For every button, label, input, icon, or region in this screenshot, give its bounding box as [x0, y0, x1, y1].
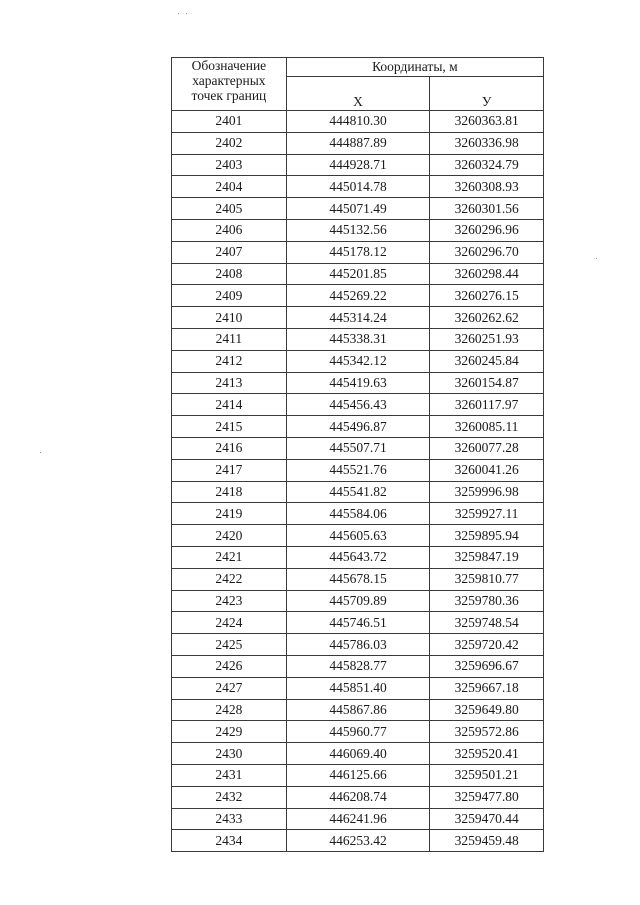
y-coordinate-cell: 3260262.62	[430, 307, 544, 329]
point-id-cell: 2432	[172, 786, 287, 808]
table-row	[172, 328, 544, 350]
x-coordinate-cell: 445709.89	[286, 590, 430, 612]
x-coordinate-cell: 445786.03	[286, 634, 430, 656]
table-row	[172, 612, 544, 634]
y-coordinate-cell: 3260041.26	[430, 459, 544, 481]
y-coordinate-cell: 3259696.67	[430, 655, 544, 677]
point-id-cell: 2421	[172, 546, 287, 568]
point-id-cell: 2401	[172, 111, 287, 133]
point-id-cell: 2423	[172, 590, 287, 612]
table-row	[172, 699, 544, 721]
x-coordinate-cell: 445851.40	[286, 677, 430, 699]
y-coordinate-cell: 3260085.11	[430, 416, 544, 438]
point-id-cell: 2427	[172, 677, 287, 699]
y-coordinate-cell: 3259470.44	[430, 808, 544, 830]
y-coordinate-cell: 3259501.21	[430, 764, 544, 786]
table-row	[172, 394, 544, 416]
y-coordinate-cell: 3260154.87	[430, 372, 544, 394]
y-coordinate-cell: 3260301.56	[430, 198, 544, 220]
y-coordinate-cell: 3259667.18	[430, 677, 544, 699]
y-coordinate-cell: 3260296.96	[430, 219, 544, 241]
table-row	[172, 655, 544, 677]
x-coordinate-cell: 445269.22	[286, 285, 430, 307]
point-id-cell: 2406	[172, 219, 287, 241]
y-coordinate-cell: 3259847.19	[430, 546, 544, 568]
x-coordinate-cell: 445338.31	[286, 328, 430, 350]
point-id-cell: 2415	[172, 416, 287, 438]
x-coordinate-cell: 445643.72	[286, 546, 430, 568]
y-coordinate-cell: 3259780.36	[430, 590, 544, 612]
point-id-cell: 2425	[172, 634, 287, 656]
table-body	[172, 111, 544, 852]
y-coordinate-cell: 3259748.54	[430, 612, 544, 634]
x-coordinate-cell: 445960.77	[286, 721, 430, 743]
point-header-line-3: точек границ	[191, 88, 267, 103]
table-row	[172, 372, 544, 394]
x-coordinate-cell: 444810.30	[286, 111, 430, 133]
x-coordinate-cell: 445178.12	[286, 241, 430, 263]
point-id-cell: 2428	[172, 699, 287, 721]
coordinates-table	[171, 57, 544, 852]
x-coordinate-cell: 446125.66	[286, 764, 430, 786]
x-coordinate-cell: 445201.85	[286, 263, 430, 285]
table-row	[172, 525, 544, 547]
table-row	[172, 219, 544, 241]
point-id-cell: 2403	[172, 154, 287, 176]
table-row	[172, 198, 544, 220]
table-row	[172, 416, 544, 438]
table-row	[172, 546, 544, 568]
y-coordinate-cell: 3259649.80	[430, 699, 544, 721]
table-row	[172, 830, 544, 852]
table-row	[172, 154, 544, 176]
point-header-line-1: Обозначение	[191, 58, 267, 73]
point-id-cell: 2410	[172, 307, 287, 329]
y-coordinate-cell: 3259572.86	[430, 721, 544, 743]
table-row	[172, 634, 544, 656]
y-coordinate-cell: 3260336.98	[430, 132, 544, 154]
y-coordinate-cell: 3260363.81	[430, 111, 544, 133]
y-coordinate-cell: 3260276.15	[430, 285, 544, 307]
x-coordinate-cell: 445605.63	[286, 525, 430, 547]
point-id-cell: 2402	[172, 132, 287, 154]
point-id-cell: 2407	[172, 241, 287, 263]
y-coordinate-cell: 3260077.28	[430, 437, 544, 459]
table-row	[172, 176, 544, 198]
point-id-cell: 2434	[172, 830, 287, 852]
y-coordinate-cell: 3259895.94	[430, 525, 544, 547]
scan-speck	[596, 258, 597, 259]
x-coordinate-cell: 445456.43	[286, 394, 430, 416]
point-id-cell: 2419	[172, 503, 287, 525]
table-row	[172, 481, 544, 503]
table-row	[172, 677, 544, 699]
point-id-cell: 2424	[172, 612, 287, 634]
x-coordinate-cell: 445584.06	[286, 503, 430, 525]
x-coordinate-cell: 446208.74	[286, 786, 430, 808]
table-row	[172, 786, 544, 808]
point-designation-header	[172, 58, 287, 111]
table-row	[172, 568, 544, 590]
x-coordinate-cell: 445496.87	[286, 416, 430, 438]
x-coordinate-cell: 444887.89	[286, 132, 430, 154]
x-coordinate-cell: 446069.40	[286, 743, 430, 765]
table-row	[172, 590, 544, 612]
point-id-cell: 2426	[172, 655, 287, 677]
x-column-header: X	[286, 77, 430, 111]
point-id-cell: 2412	[172, 350, 287, 372]
table-row	[172, 721, 544, 743]
x-coordinate-cell: 446253.42	[286, 830, 430, 852]
point-id-cell: 2408	[172, 263, 287, 285]
table-row	[172, 132, 544, 154]
point-id-cell: 2429	[172, 721, 287, 743]
y-coordinate-cell: 3260296.70	[430, 241, 544, 263]
point-id-cell: 2417	[172, 459, 287, 481]
point-id-cell: 2431	[172, 764, 287, 786]
table-row	[172, 764, 544, 786]
y-coordinate-cell: 3259927.11	[430, 503, 544, 525]
y-coordinate-cell: 3260308.93	[430, 176, 544, 198]
y-coordinate-cell: 3260324.79	[430, 154, 544, 176]
scan-speck	[186, 13, 187, 14]
table-row	[172, 285, 544, 307]
x-coordinate-cell: 445521.76	[286, 459, 430, 481]
table-row	[172, 241, 544, 263]
y-coordinate-cell: 3260251.93	[430, 328, 544, 350]
y-coordinate-cell: 3259996.98	[430, 481, 544, 503]
point-id-cell: 2409	[172, 285, 287, 307]
x-coordinate-cell: 445342.12	[286, 350, 430, 372]
point-id-cell: 2418	[172, 481, 287, 503]
table-row	[172, 307, 544, 329]
y-coordinate-cell: 3259810.77	[430, 568, 544, 590]
point-id-cell: 2433	[172, 808, 287, 830]
x-coordinate-cell: 445867.86	[286, 699, 430, 721]
table-row	[172, 459, 544, 481]
table-row	[172, 743, 544, 765]
y-coordinate-cell: 3260298.44	[430, 263, 544, 285]
x-coordinate-cell: 446241.96	[286, 808, 430, 830]
point-header-line-2: характерных	[192, 73, 266, 88]
x-coordinate-cell: 445071.49	[286, 198, 430, 220]
point-id-cell: 2411	[172, 328, 287, 350]
point-id-cell: 2404	[172, 176, 287, 198]
table-row	[172, 437, 544, 459]
table-header	[172, 58, 544, 111]
y-coordinate-cell: 3260245.84	[430, 350, 544, 372]
point-id-cell: 2416	[172, 437, 287, 459]
y-coordinate-cell: 3260117.97	[430, 394, 544, 416]
table-row	[172, 503, 544, 525]
y-coordinate-cell: 3259520.41	[430, 743, 544, 765]
x-coordinate-cell: 445132.56	[286, 219, 430, 241]
point-id-cell: 2414	[172, 394, 287, 416]
point-id-cell: 2422	[172, 568, 287, 590]
x-coordinate-cell: 445828.77	[286, 655, 430, 677]
point-id-cell: 2405	[172, 198, 287, 220]
x-coordinate-cell: 444928.71	[286, 154, 430, 176]
scan-speck	[40, 452, 41, 453]
table-row	[172, 111, 544, 133]
table-row	[172, 350, 544, 372]
point-id-cell: 2420	[172, 525, 287, 547]
table-row	[172, 263, 544, 285]
coordinates-group-header: Координаты, м	[286, 58, 543, 77]
x-coordinate-cell: 445746.51	[286, 612, 430, 634]
y-column-header: У	[430, 77, 544, 111]
y-coordinate-cell: 3259459.48	[430, 830, 544, 852]
x-coordinate-cell: 445014.78	[286, 176, 430, 198]
scan-speck	[178, 13, 179, 14]
x-coordinate-cell: 445419.63	[286, 372, 430, 394]
x-coordinate-cell: 445678.15	[286, 568, 430, 590]
x-coordinate-cell: 445507.71	[286, 437, 430, 459]
x-coordinate-cell: 445314.24	[286, 307, 430, 329]
y-coordinate-cell: 3259477.80	[430, 786, 544, 808]
point-id-cell: 2430	[172, 743, 287, 765]
table-row	[172, 808, 544, 830]
y-coordinate-cell: 3259720.42	[430, 634, 544, 656]
point-id-cell: 2413	[172, 372, 287, 394]
x-coordinate-cell: 445541.82	[286, 481, 430, 503]
